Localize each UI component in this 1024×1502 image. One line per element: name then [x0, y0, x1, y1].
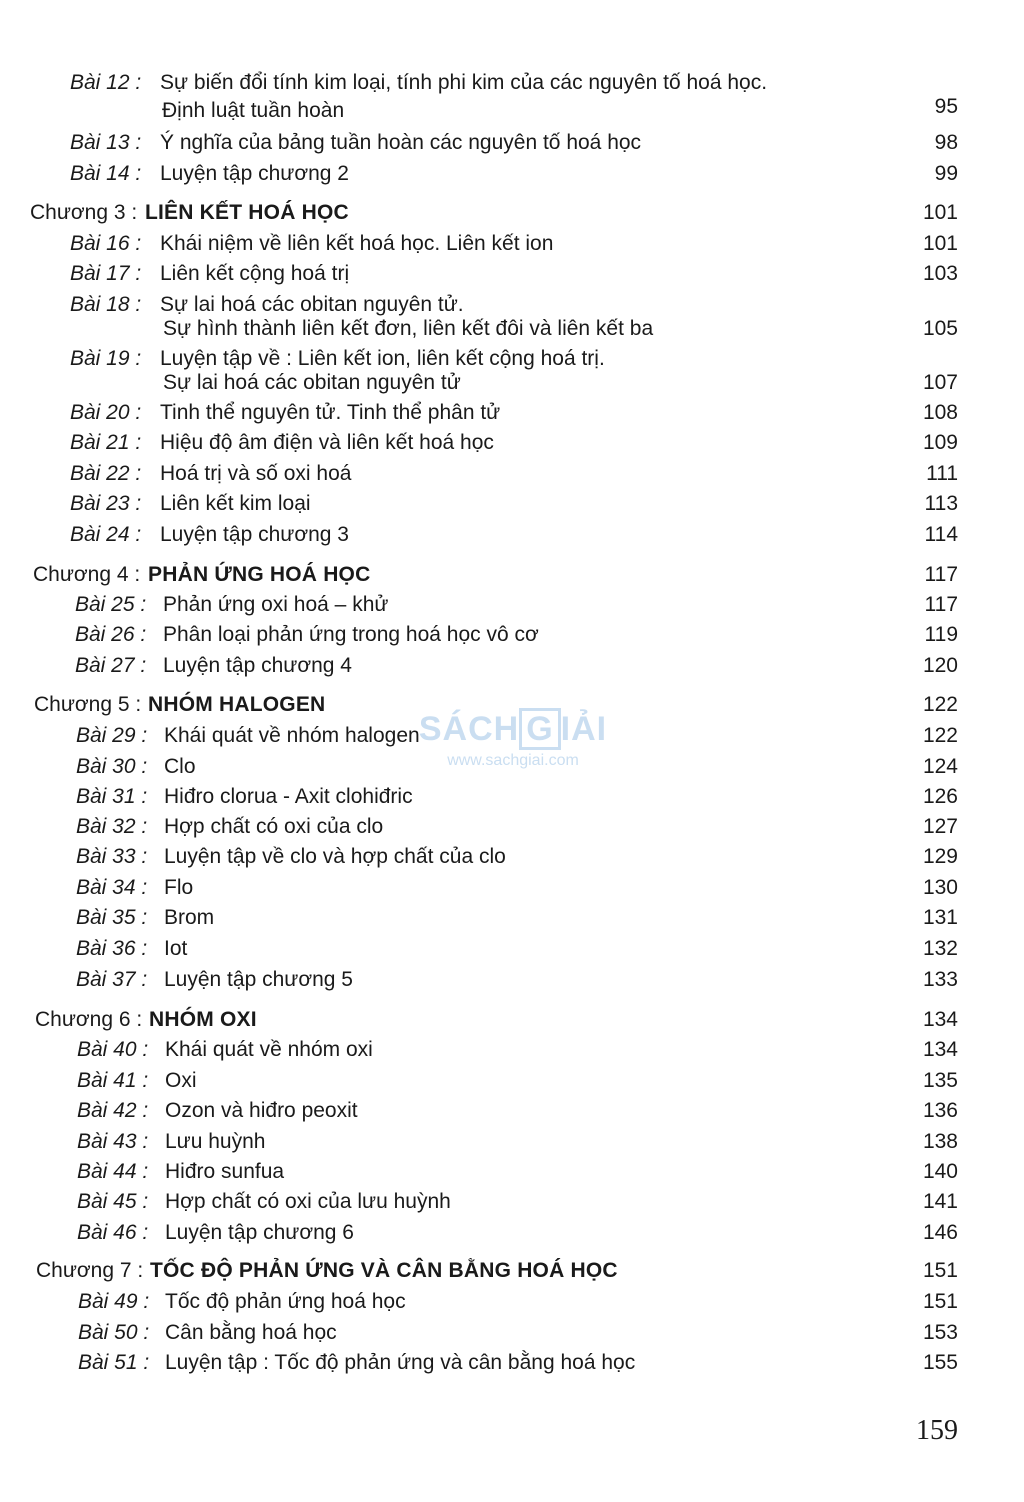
toc-entry — [0, 1348, 1024, 1378]
toc-entry — [0, 590, 1024, 620]
toc-entry — [0, 752, 1024, 782]
toc-entry — [0, 128, 1024, 158]
page-ref: 141 — [922, 1190, 958, 1213]
page-ref: 134 — [922, 1008, 958, 1031]
lesson-title: Clo — [164, 755, 196, 778]
toc-entry — [0, 934, 1024, 964]
page-ref: 101 — [922, 232, 958, 255]
toc-entry — [0, 1287, 1024, 1317]
lesson-label: Bài 23 : — [70, 492, 142, 515]
lesson-label: Bài 16 : — [70, 232, 142, 255]
lesson-label: Bài 18 : — [70, 293, 142, 316]
lesson-label: Bài 49 : — [78, 1290, 150, 1313]
toc-entry — [0, 1218, 1024, 1248]
chapter-title: LIÊN KẾT HOÁ HỌC — [145, 201, 349, 224]
lesson-title: Liên kết kim loại — [160, 492, 311, 515]
lesson-label: Bài 36 : — [76, 937, 148, 960]
lesson-title-line2: Sự hình thành liên kết đơn, liên kết đôi và liên kết ba — [163, 317, 654, 340]
lesson-title: Tốc độ phản ứng hoá học — [165, 1290, 406, 1313]
page-ref: 134 — [922, 1038, 958, 1061]
lesson-label: Bài 27 : — [75, 654, 147, 677]
watermark-logo-left: SÁCH — [418, 710, 520, 748]
toc-entry — [0, 398, 1024, 428]
page-ref: 126 — [922, 785, 958, 808]
lesson-label: Bài 41 : — [77, 1069, 149, 1092]
chapter-heading — [0, 690, 1024, 720]
lesson-label: Bài 42 : — [77, 1099, 149, 1122]
toc-entry — [0, 651, 1024, 681]
lesson-title: Luyện tập : Tốc độ phản ứng và cân bằng hoá học — [165, 1351, 636, 1374]
page-ref: 122 — [922, 724, 958, 747]
lesson-title: Hiệu độ âm điện và liên kết hoá học — [160, 431, 494, 454]
chapter-label: Chương 7 : — [36, 1259, 144, 1282]
lesson-title: Luyện tập về : Liên kết ion, liên kết cộng hoá trị. — [160, 347, 605, 370]
watermark-url: www.sachgiai.com — [447, 752, 579, 769]
page-ref: 109 — [922, 431, 958, 454]
lesson-label: Bài 46 : — [77, 1221, 149, 1244]
lesson-title: Hiđro sunfua — [165, 1160, 285, 1183]
lesson-title: Cân bằng hoá học — [165, 1321, 337, 1344]
page-ref: 131 — [922, 906, 958, 929]
chapter-title: NHÓM OXI — [149, 1008, 257, 1031]
toc-entry — [0, 842, 1024, 872]
toc-entry — [0, 428, 1024, 458]
lesson-label: Bài 34 : — [76, 876, 148, 899]
toc-entry — [0, 721, 1024, 751]
toc-entry — [0, 290, 1024, 350]
chapter-label: Chương 6 : — [35, 1008, 143, 1031]
lesson-label: Bài 45 : — [77, 1190, 149, 1213]
lesson-label: Bài 13 : — [70, 131, 142, 154]
lesson-label: Bài 12 : — [70, 71, 142, 94]
page-ref: 120 — [922, 654, 958, 677]
toc-entry — [0, 489, 1024, 519]
lesson-label: Bài 32 : — [76, 815, 148, 838]
lesson-label: Bài 26 : — [75, 623, 147, 646]
page-ref: 108 — [922, 401, 958, 424]
lesson-label: Bài 22 : — [70, 462, 142, 485]
lesson-title: Luyện tập chương 5 — [164, 968, 353, 991]
lesson-label: Bài 31 : — [76, 785, 148, 808]
page-ref: 95 — [934, 95, 958, 118]
lesson-title: Lưu huỳnh — [165, 1130, 266, 1153]
page-ref: 130 — [922, 876, 958, 899]
page-ref: 136 — [922, 1099, 958, 1122]
lesson-title: Hiđro clorua - Axit clohiđric — [164, 785, 413, 808]
toc-entry — [0, 1157, 1024, 1187]
chapter-title: NHÓM HALOGEN — [148, 693, 326, 716]
lesson-label: Bài 35 : — [76, 906, 148, 929]
lesson-title: Phân loại phản ứng trong hoá học vô cơ — [163, 623, 539, 646]
toc-entry — [0, 903, 1024, 933]
lesson-title: Hoá trị và số oxi hoá — [160, 462, 352, 485]
page-ref: 153 — [922, 1321, 958, 1344]
lesson-label: Bài 30 : — [76, 755, 148, 778]
page-ref: 151 — [922, 1290, 958, 1313]
toc-entry — [0, 159, 1024, 189]
toc-entry — [0, 459, 1024, 489]
chapter-label: Chương 4 : — [33, 563, 141, 586]
lesson-title-line2: Định luật tuần hoàn — [162, 99, 345, 122]
lesson-title: Iot — [164, 937, 188, 960]
lesson-title: Khái quát về nhóm oxi — [165, 1038, 373, 1061]
chapter-label: Chương 3 : — [30, 201, 138, 224]
lesson-title: Luyện tập chương 6 — [165, 1221, 354, 1244]
lesson-label: Bài 24 : — [70, 523, 142, 546]
toc-entry — [0, 965, 1024, 995]
lesson-label: Bài 25 : — [75, 593, 147, 616]
page-ref: 122 — [922, 693, 958, 716]
page-ref: 155 — [922, 1351, 958, 1374]
lesson-title: Luyện tập về clo và hợp chất của clo — [164, 845, 506, 868]
lesson-title-line2: Sự lai hoá các obitan nguyên tử — [163, 371, 461, 394]
lesson-label: Bài 14 : — [70, 162, 142, 185]
page-ref: 119 — [924, 623, 958, 646]
toc-entry — [0, 1096, 1024, 1126]
page-ref: 140 — [922, 1160, 958, 1183]
page-ref: 124 — [922, 755, 958, 778]
lesson-title: Oxi — [165, 1069, 197, 1092]
lesson-label: Bài 43 : — [77, 1130, 149, 1153]
toc-entry — [0, 259, 1024, 289]
chapter-heading — [0, 198, 1024, 228]
lesson-label: Bài 44 : — [77, 1160, 149, 1183]
toc-entry — [0, 812, 1024, 842]
lesson-label: Bài 40 : — [77, 1038, 149, 1061]
lesson-title: Phản ứng oxi hoá – khử — [163, 593, 389, 616]
toc-entry — [0, 1187, 1024, 1217]
page-ref: 105 — [922, 317, 958, 340]
lesson-title: Luyện tập chương 3 — [160, 523, 349, 546]
lesson-title: Hợp chất có oxi của lưu huỳnh — [165, 1190, 451, 1213]
lesson-title: Khái quát về nhóm halogen — [164, 724, 420, 747]
toc-entry — [0, 344, 1024, 404]
page-ref: 151 — [922, 1259, 958, 1282]
lesson-label: Bài 20 : — [70, 401, 142, 424]
lesson-title: Liên kết cộng hoá trị — [160, 262, 350, 285]
toc-entry — [0, 1066, 1024, 1096]
page-ref: 111 — [926, 462, 958, 485]
chapter-heading — [0, 1256, 1024, 1286]
lesson-label: Bài 51 : — [78, 1351, 150, 1374]
lesson-title: Ý nghĩa của bảng tuần hoàn các nguyên tố hoá học — [160, 131, 642, 154]
lesson-title: Tinh thể nguyên tử. Tinh thể phân tử — [160, 401, 501, 424]
lesson-label: Bài 33 : — [76, 845, 148, 868]
page-ref: 107 — [922, 371, 958, 394]
page-ref: 132 — [922, 937, 958, 960]
chapter-title: TỐC ĐỘ PHẢN ỨNG VÀ CÂN BẰNG HOÁ HỌC — [150, 1259, 618, 1282]
lesson-title: Luyện tập chương 4 — [163, 654, 352, 677]
page-ref: 138 — [922, 1130, 958, 1153]
lesson-label: Bài 37 : — [76, 968, 148, 991]
toc-entry — [0, 229, 1024, 259]
chapter-title: PHẢN ỨNG HOÁ HỌC — [148, 563, 371, 586]
toc-entry — [0, 68, 1024, 128]
toc-entry — [0, 782, 1024, 812]
page-ref: 129 — [922, 845, 958, 868]
page-ref: 113 — [924, 492, 958, 515]
toc-entry — [0, 1318, 1024, 1348]
lesson-label: Bài 17 : — [70, 262, 142, 285]
page-ref: 103 — [922, 262, 958, 285]
lesson-title: Brom — [164, 906, 215, 929]
page-ref: 98 — [934, 131, 958, 154]
lesson-title: Hợp chất có oxi của clo — [164, 815, 384, 838]
lesson-label: Bài 21 : — [70, 431, 142, 454]
lesson-title: Khái niệm về liên kết hoá học. Liên kết ion — [160, 232, 554, 255]
toc-entry — [0, 873, 1024, 903]
lesson-label: Bài 19 : — [70, 347, 142, 370]
page-ref: 114 — [924, 523, 958, 546]
page-ref: 135 — [922, 1069, 958, 1092]
lesson-title: Ozon và hiđro peoxit — [165, 1099, 358, 1122]
page-ref: 117 — [924, 593, 958, 616]
watermark-logo-right: IẢI — [560, 710, 608, 748]
watermark-logo-box: G — [519, 708, 560, 750]
lesson-title: Luyện tập chương 2 — [160, 162, 349, 185]
chapter-heading — [0, 560, 1024, 590]
lesson-title: Sự lai hoá các obitan nguyên tử. — [160, 293, 464, 316]
page-ref: 117 — [924, 563, 958, 586]
page-ref: 127 — [922, 815, 958, 838]
page-number: 159 — [916, 1415, 958, 1446]
toc-entry — [0, 1035, 1024, 1065]
lesson-label: Bài 50 : — [78, 1321, 150, 1344]
page-ref: 101 — [922, 201, 958, 224]
lesson-title: Flo — [164, 876, 194, 899]
lesson-title: Sự biến đổi tính kim loại, tính phi kim của các nguyên tố hoá học. — [160, 71, 768, 94]
page-ref: 99 — [934, 162, 958, 185]
toc-entry — [0, 520, 1024, 550]
page-ref: 133 — [922, 968, 958, 991]
toc-entry — [0, 1127, 1024, 1157]
page-ref: 146 — [922, 1221, 958, 1244]
chapter-heading — [0, 1005, 1024, 1035]
toc-entry — [0, 620, 1024, 650]
lesson-label: Bài 29 : — [76, 724, 148, 747]
chapter-label: Chương 5 : — [34, 693, 142, 716]
